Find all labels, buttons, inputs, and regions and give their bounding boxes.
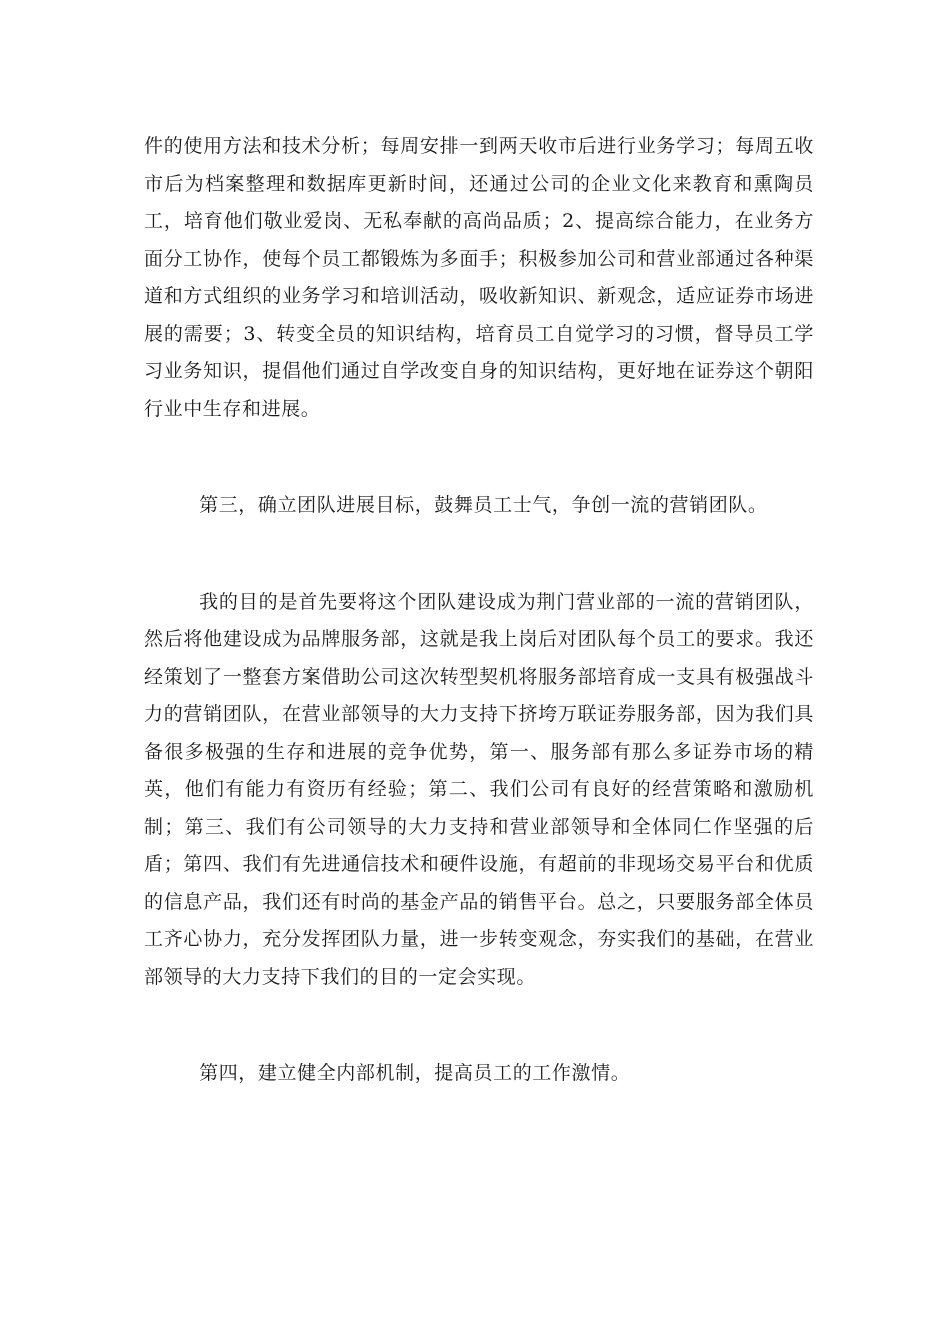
body-paragraph-continued: 件的使用方法和技术分析；每周安排一到两天收市后进行业务学习；每周五收市后为档案整理和数据库更新时间，还通过公司的企业文化来教育和熏陶员工，培育他们敬业爱岗、无私奉献的高尚品质；2、提高综合能力，在业务方面分工协作，使每个员工都锻炼为多面手；积极参加公司和营业部通过各种渠道和方式组织的业务学习和培训活动，吸收新知识、新观念，适应证券市场进展的需要；3、转变全员的知识结构，培育员工自觉学习的习惯，督导员工学习业务知识，提倡他们通过自学改变自身的知识结构，更好地在证券这个朝阳行业中生存和进展。 <box>144 135 814 420</box>
section-heading-fourth: 第四，建立健全内部机制，提高员工的工作激情。 <box>199 1062 631 1084</box>
body-paragraph-goal: 我的目的是首先要将这个团队建设成为荆门营业部的一流的营销团队，然后将他建设成为品牌服务部，这就是我上岗后对团队每个员工的要求。我还经策划了一整套方案借助公司这次转型契机将服务部培育成一支具有极强战斗力的营销团队，在营业部领导的大力支持下挤垮万联证券服务部，因为我们具备很多极强的生存和进展的竞争优势，第一、服务部有那么多证券市场的精英，他们有能力有资历有经验；第二、我们公司有良好的经营策略和激励机制；第三、我们有公司领导的大力支持和营业部领导和全体同仁作坚强的后盾；第四、我们有先进通信技术和硬件设施，有超前的非现场交易平台和优质的信息产品，我们还有时尚的基金产品的销售平台。总之，只要服务部全体员工齐心协力，充分发挥团队力量，进一步转变观念，夯实我们的基础，在营业部领导的大力支持下我们的目的一定会实现。 <box>144 590 814 988</box>
section-heading-third: 第三，确立团队进展目标，鼓舞员工士气，争创一流的营销团队。 <box>199 494 768 516</box>
document-page <box>144 128 814 1093</box>
